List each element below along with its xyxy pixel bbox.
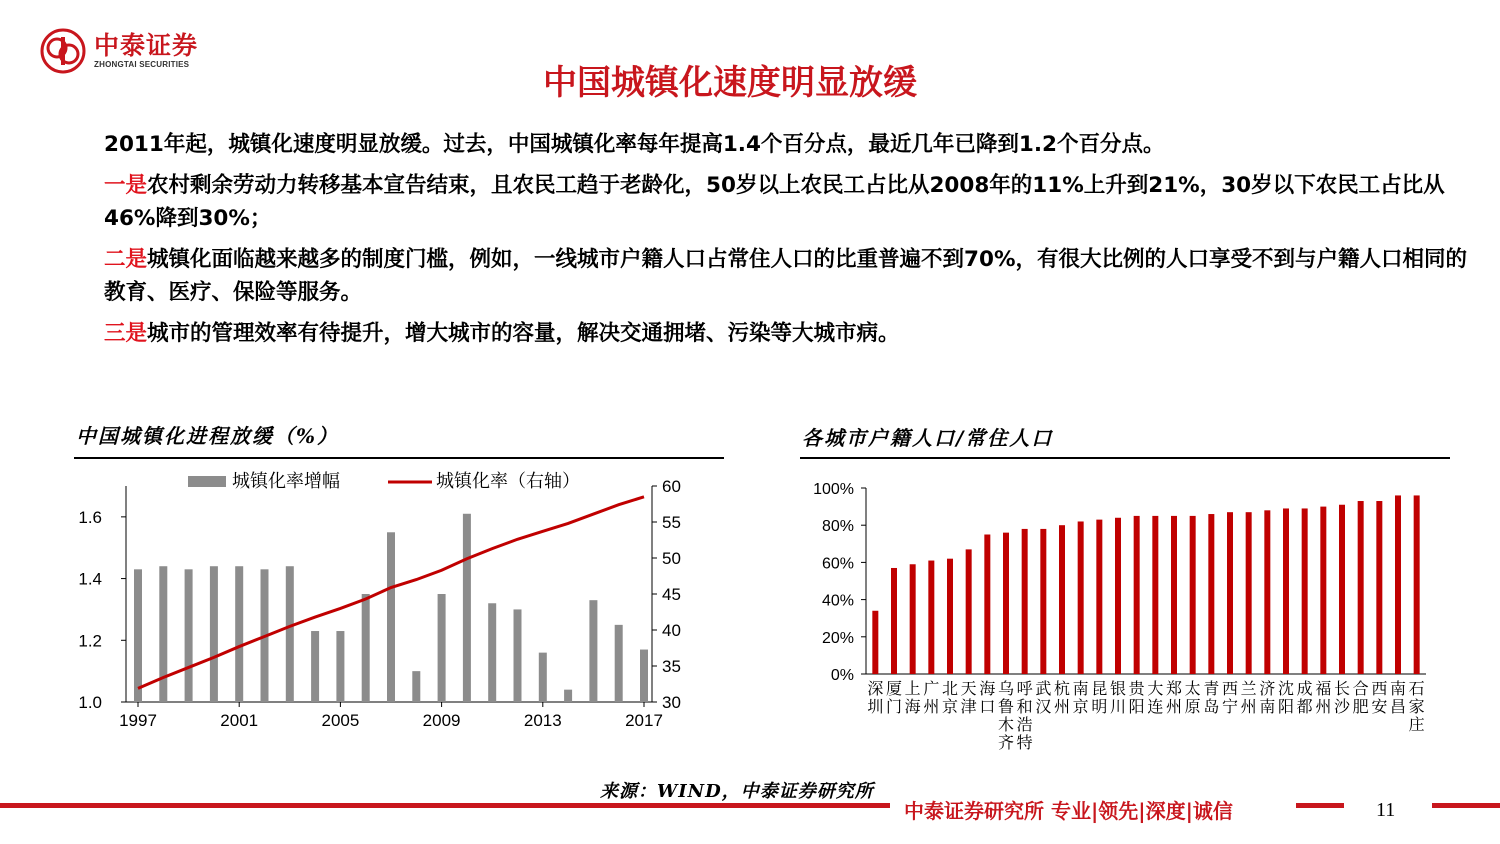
city-label-char: 木 bbox=[997, 717, 1015, 734]
bar-city-ratio bbox=[1358, 501, 1364, 674]
x-tick-label: 2017 bbox=[625, 711, 663, 730]
bar-city-ratio bbox=[1376, 501, 1382, 674]
page-title: 中国城镇化速度明显放缓 bbox=[543, 63, 917, 103]
bar-urbanization-increase bbox=[311, 631, 319, 702]
city-label-char: 南 bbox=[1072, 681, 1089, 698]
point-one-text: 农村剩余劳动力转移基本宣告结束，且农民工趋于老龄化，50岁以上农民工占比从2008年的11%上升到21%，30岁以下农民工占比从46%降到30%； bbox=[104, 173, 1445, 231]
bar-urbanization-increase bbox=[185, 569, 193, 702]
bar-urbanization-increase bbox=[463, 514, 471, 702]
city-label-char: 原 bbox=[1184, 699, 1201, 716]
city-label-char: 乌 bbox=[997, 681, 1015, 698]
bar-urbanization-increase bbox=[134, 569, 142, 702]
city-label-char: 州 bbox=[1165, 699, 1183, 716]
city-label-char: 北 bbox=[941, 681, 959, 698]
bar-urbanization-increase bbox=[615, 625, 623, 702]
city-label-char: 鲁 bbox=[997, 699, 1015, 716]
bar-city-ratio bbox=[1414, 495, 1420, 674]
bar-city-ratio bbox=[984, 535, 990, 675]
bar-city-ratio bbox=[1395, 495, 1401, 674]
city-label-char: 广 bbox=[923, 681, 940, 698]
city-label-char: 浩 bbox=[1016, 717, 1033, 734]
city-label-char: 州 bbox=[1240, 699, 1257, 716]
city-label-char: 宁 bbox=[1221, 699, 1239, 716]
city-label-char: 家 bbox=[1408, 699, 1425, 716]
bar-city-ratio bbox=[1264, 510, 1270, 674]
city-label-char: 都 bbox=[1296, 699, 1313, 716]
footer-lines bbox=[0, 796, 1500, 816]
point-three-text: 城市的管理效率有待提升，增大城市的容量，解决交通拥堵、污染等大城市病。 bbox=[147, 321, 900, 346]
footer-slogan: 中泰证券研究所 专业|领先|深度|诚信 bbox=[904, 799, 1233, 823]
city-label-char: 济 bbox=[1259, 681, 1276, 698]
city-label-char: 银 bbox=[1109, 681, 1127, 698]
point-two-lead: 二是 bbox=[104, 247, 148, 272]
bar-urbanization-increase bbox=[336, 631, 344, 702]
city-label-char: 长 bbox=[1333, 681, 1351, 698]
city-label-char: 成 bbox=[1296, 681, 1313, 698]
city-label-char: 连 bbox=[1147, 699, 1164, 716]
city-label-char: 京 bbox=[1072, 699, 1089, 716]
source-note: 来源：WIND，中泰证券研究所 bbox=[600, 781, 874, 802]
bar-city-ratio bbox=[1152, 516, 1158, 674]
bar-urbanization-increase bbox=[488, 603, 496, 702]
bar-city-ratio bbox=[1134, 516, 1140, 674]
city-label-char: 特 bbox=[1016, 735, 1033, 752]
bar-city-ratio bbox=[1302, 508, 1308, 674]
bar-city-ratio bbox=[1227, 512, 1233, 674]
city-label-char: 州 bbox=[1053, 699, 1071, 716]
city-label-char: 大 bbox=[1147, 681, 1164, 698]
city-label-char: 上 bbox=[904, 681, 921, 698]
point-two-text: 城镇化面临越来越多的制度门槛，例如，一线城市户籍人口占常住人口的比重普遍不到70%，有很大比例的人口享受不到与户籍人口相同的教育、医疗、保险等服务。 bbox=[104, 247, 1467, 305]
point-one bbox=[104, 169, 1474, 235]
y-tick-label: 40% bbox=[821, 592, 854, 610]
city-label-char: 青 bbox=[1203, 681, 1220, 698]
bar-urbanization-increase bbox=[387, 532, 395, 702]
left-tick-label: 1.4 bbox=[78, 569, 102, 589]
city-label-char: 汉 bbox=[1035, 699, 1052, 716]
urbanization-chart bbox=[60, 462, 710, 752]
page-number: 11 bbox=[1376, 799, 1396, 821]
x-tick-label: 2013 bbox=[523, 711, 562, 730]
city-label-char: 沙 bbox=[1333, 699, 1351, 716]
left-tick-label: 1.2 bbox=[78, 631, 102, 651]
city-label-char: 口 bbox=[979, 699, 996, 716]
right-chart-title: 各城市户籍人口/常住人口 bbox=[802, 426, 1054, 450]
city-label-char: 郑 bbox=[1165, 681, 1183, 698]
bar-city-ratio bbox=[1003, 533, 1009, 674]
bar-city-ratio bbox=[891, 568, 897, 674]
y-tick-label: 20% bbox=[821, 629, 854, 647]
city-label-char: 南 bbox=[1259, 699, 1276, 716]
bar-city-ratio bbox=[1171, 516, 1177, 674]
point-two bbox=[104, 243, 1474, 309]
right-tick-label: 35 bbox=[662, 657, 681, 676]
x-tick-label: 2009 bbox=[422, 711, 461, 730]
right-tick-label: 30 bbox=[662, 693, 681, 712]
bar-city-ratio bbox=[966, 549, 972, 674]
city-label-char: 合 bbox=[1352, 681, 1369, 698]
bar-city-ratio bbox=[1078, 521, 1084, 674]
bar-city-ratio bbox=[1096, 520, 1102, 674]
right-tick-label: 45 bbox=[662, 585, 681, 604]
left-tick-label: 1.6 bbox=[78, 507, 102, 527]
city-label-char: 天 bbox=[960, 681, 977, 698]
city-label-char: 州 bbox=[923, 699, 940, 716]
bar-urbanization-increase bbox=[589, 600, 597, 702]
x-tick-label: 2001 bbox=[220, 711, 259, 730]
city-label-char: 太 bbox=[1184, 681, 1201, 698]
bar-city-ratio bbox=[1339, 505, 1345, 674]
city-label-char: 杭 bbox=[1053, 681, 1071, 698]
city-label-char: 阳 bbox=[1277, 699, 1295, 716]
bar-city-ratio bbox=[1246, 512, 1252, 674]
bar-city-ratio bbox=[928, 561, 934, 674]
left-tick-label: 1.0 bbox=[78, 693, 102, 712]
right-tick-label: 60 bbox=[662, 477, 681, 496]
brand-name-en: ZHONGTAI SECURITIES bbox=[94, 60, 190, 69]
city-label-char: 州 bbox=[1315, 699, 1332, 716]
bar-city-ratio bbox=[910, 564, 916, 674]
bar-urbanization-increase bbox=[210, 566, 218, 702]
bar-city-ratio bbox=[947, 559, 953, 674]
bar-city-ratio bbox=[1320, 507, 1326, 674]
point-one-lead: 一是 bbox=[104, 173, 148, 198]
city-label-char: 福 bbox=[1315, 681, 1332, 698]
city-label-char: 南 bbox=[1389, 681, 1407, 698]
city-label-char: 兰 bbox=[1240, 681, 1257, 698]
city-label-char: 厦 bbox=[885, 681, 903, 698]
y-tick-label: 80% bbox=[821, 518, 854, 536]
city-label-char: 深 bbox=[867, 681, 884, 698]
city-label-char: 昌 bbox=[1389, 699, 1407, 716]
bar-urbanization-increase bbox=[235, 566, 243, 702]
city-label-char: 明 bbox=[1091, 699, 1108, 716]
right-tick-label: 55 bbox=[662, 513, 681, 532]
legend-label-line: 城镇化率（右轴） bbox=[436, 471, 580, 491]
right-tick-label: 50 bbox=[662, 549, 681, 568]
right-chart-rule bbox=[800, 457, 1450, 459]
bar-city-ratio bbox=[1208, 514, 1214, 674]
intro-paragraph: 2011年起，城镇化速度明显放缓。过去，中国城镇化率每年提高1.4个百分点，最近几年已降到1.2个百分点。 bbox=[104, 132, 1165, 157]
city-label-char: 和 bbox=[1016, 699, 1033, 716]
city-label-char: 安 bbox=[1371, 699, 1388, 716]
city-label-char: 贵 bbox=[1128, 681, 1145, 698]
city-label-char: 海 bbox=[979, 681, 996, 698]
bar-urbanization-increase bbox=[362, 594, 370, 702]
point-three bbox=[104, 317, 1474, 350]
left-chart-title: 中国城镇化进程放缓（%） bbox=[76, 424, 340, 448]
bar-urbanization-increase bbox=[640, 650, 648, 702]
city-label-char: 肥 bbox=[1352, 699, 1369, 716]
point-three-lead: 三是 bbox=[104, 321, 148, 346]
city-label-char: 海 bbox=[904, 699, 921, 716]
city-label-char: 齐 bbox=[997, 735, 1015, 752]
city-label-char: 阳 bbox=[1128, 699, 1145, 716]
city-label-char: 昆 bbox=[1091, 681, 1108, 698]
bar-city-ratio bbox=[872, 611, 878, 674]
bar-urbanization-increase bbox=[438, 594, 446, 702]
bar-city-ratio bbox=[1115, 518, 1121, 674]
x-tick-label: 1997 bbox=[119, 711, 157, 730]
city-label-char: 川 bbox=[1109, 699, 1127, 716]
city-label-char: 京 bbox=[941, 699, 959, 716]
bar-urbanization-increase bbox=[564, 690, 572, 702]
legend-label-bars: 城镇化率增幅 bbox=[232, 471, 340, 491]
left-chart-rule bbox=[74, 457, 724, 459]
bar-city-ratio bbox=[1040, 529, 1046, 674]
city-label-char: 西 bbox=[1371, 681, 1388, 698]
right-tick-label: 40 bbox=[662, 621, 681, 640]
brand-name-cn: 中泰证券 bbox=[94, 31, 199, 60]
bar-city-ratio bbox=[1022, 529, 1028, 674]
city-label-char: 庄 bbox=[1408, 717, 1425, 734]
city-label-char: 津 bbox=[960, 699, 977, 716]
city-label-char: 沈 bbox=[1277, 681, 1295, 698]
bar-urbanization-increase bbox=[539, 653, 547, 702]
city-label-char: 呼 bbox=[1016, 681, 1033, 698]
bar-urbanization-increase bbox=[412, 671, 420, 702]
bar-urbanization-increase bbox=[159, 566, 167, 702]
city-label-char: 岛 bbox=[1203, 699, 1220, 716]
x-tick-label: 2005 bbox=[321, 711, 360, 730]
city-label-char: 圳 bbox=[867, 699, 884, 716]
city-label-char: 西 bbox=[1221, 681, 1239, 698]
y-tick-label: 100% bbox=[813, 481, 854, 498]
city-household-chart bbox=[790, 462, 1450, 772]
bar-urbanization-increase bbox=[514, 609, 522, 702]
bar-city-ratio bbox=[1059, 525, 1065, 674]
y-tick-label: 0% bbox=[830, 667, 854, 684]
bar-city-ratio bbox=[1190, 516, 1196, 674]
city-label-char: 门 bbox=[885, 699, 903, 716]
bar-city-ratio bbox=[1283, 508, 1289, 674]
bar-urbanization-increase bbox=[286, 566, 294, 702]
y-tick-label: 60% bbox=[821, 555, 854, 573]
city-label-char: 石 bbox=[1408, 681, 1425, 698]
legend-swatch-bars bbox=[188, 476, 226, 487]
city-label-char: 武 bbox=[1035, 681, 1052, 698]
body-text bbox=[104, 128, 1474, 358]
